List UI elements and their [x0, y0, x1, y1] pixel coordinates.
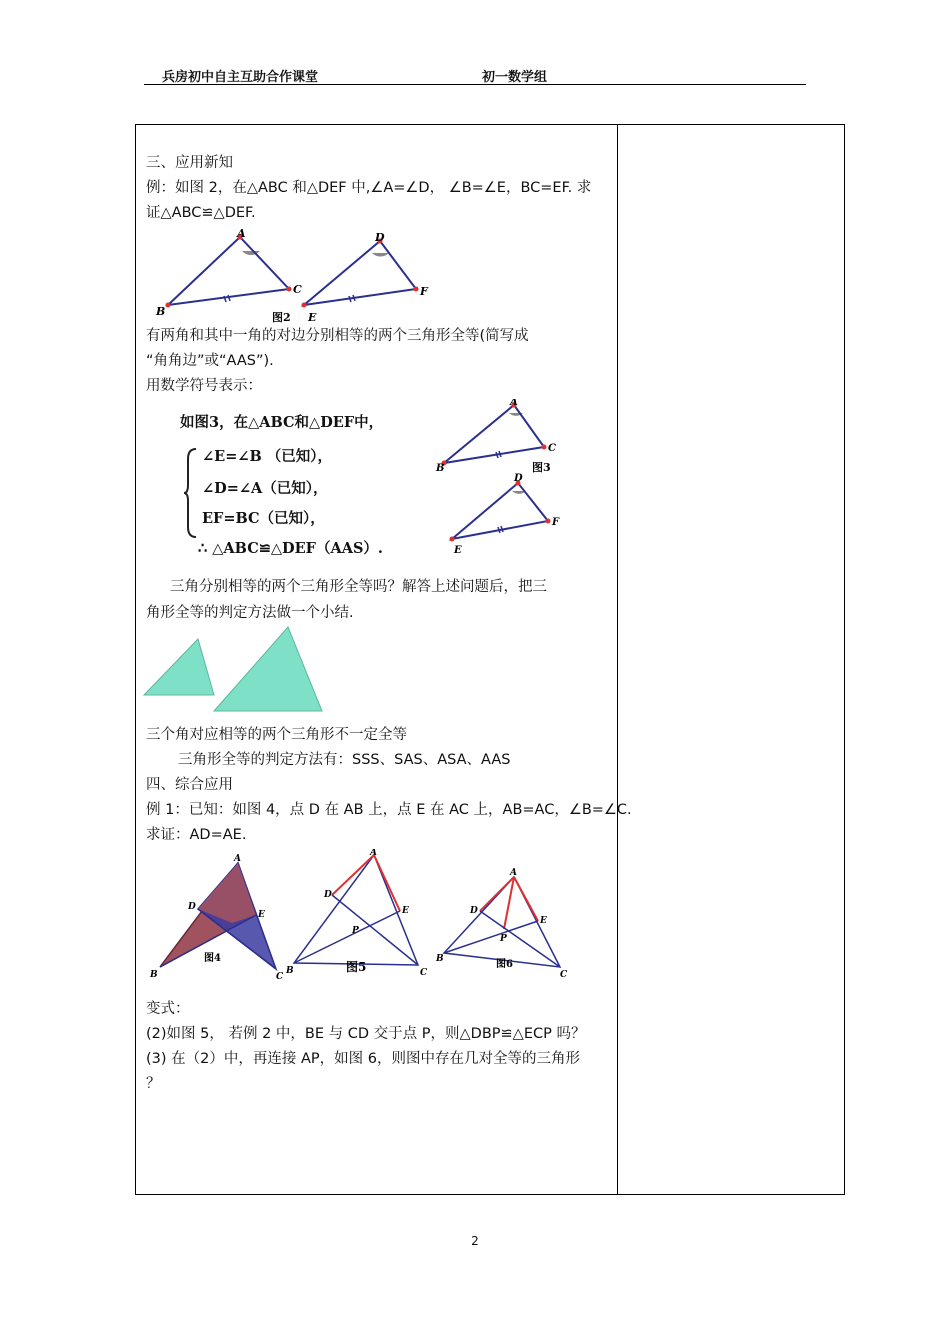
triangle-abc: [168, 237, 289, 305]
school-title: 兵房初中自主互助合作课堂: [162, 70, 319, 85]
fig5-label-c: C: [420, 968, 428, 978]
fig4-label-c: C: [276, 972, 284, 979]
label-d: D: [375, 231, 385, 244]
proof-line3: EF=BC（已知），: [202, 510, 325, 527]
fig5-label-e: E: [402, 906, 409, 916]
large-triangle: [214, 627, 322, 711]
fig6-label-d: D: [470, 906, 478, 916]
proof-line1: ∠E=∠B （已知），: [202, 448, 333, 465]
fig3-label-f: F: [552, 517, 560, 528]
figure-2: [146, 229, 436, 325]
figure-3: [432, 399, 572, 559]
label-e: E: [308, 311, 317, 324]
fig4-label-a: A: [234, 854, 241, 864]
fig4-label-d: D: [188, 902, 196, 912]
similar-triangles: [142, 625, 342, 715]
label-f: F: [420, 285, 428, 298]
figures-4-5-6: [142, 849, 602, 979]
fig6-label-p: P: [500, 934, 507, 944]
variant-3-line1: (3) 在（2）中，再连接 AP，如图 6，则图中存在几对全等的三角形: [146, 1051, 580, 1067]
proof-block: [180, 407, 470, 557]
fig3-label-d: D: [514, 473, 523, 484]
label-c: C: [293, 283, 302, 296]
example-line1: 例：如图 2，在△ABC 和△DEF 中,∠A=∠D， ∠B=∠E，BC=EF. 求: [146, 180, 592, 196]
triangle-def: [304, 241, 416, 305]
fig6-label-b: B: [436, 954, 444, 964]
label-b: B: [156, 305, 166, 318]
group-title: 初一数学组: [482, 70, 548, 85]
question-line1: 三角分别相等的两个三角形全等吗？解答上述问题后，把三: [170, 579, 547, 595]
triangle-abc-3: [444, 405, 544, 463]
fig5-label-d: D: [324, 890, 332, 900]
fig4-label: 图4: [204, 953, 221, 964]
column-divider: [617, 125, 618, 1194]
fig6-label-e: E: [540, 916, 547, 926]
proof-intro: 如图3，在△ABC和△DEF中，: [180, 414, 384, 431]
page-number: 2: [471, 1234, 479, 1248]
question-line2: 角形全等的判定方法做一个小结.: [146, 605, 354, 621]
fig6-label-a: A: [510, 868, 517, 878]
fig3-label-c: C: [548, 443, 556, 454]
fig2-label: 图2: [272, 311, 291, 324]
symbol-intro: 用数学符号表示：: [146, 378, 262, 394]
fig3-label: 图3: [532, 461, 551, 474]
example-line2: 证△ABC≌△DEF.: [146, 205, 256, 221]
lesson-table: [135, 124, 845, 1195]
section4-title: 四、综合应用: [146, 777, 233, 793]
proof-brace: [184, 447, 198, 539]
fig4-label-b: B: [150, 970, 158, 979]
label-a: A: [237, 229, 246, 240]
fig3-label-e: E: [454, 545, 462, 556]
fig6-label-c: C: [560, 970, 568, 979]
section3-title: 三、应用新知: [146, 155, 233, 171]
fig5-label-p: P: [352, 926, 359, 936]
variant-2: (2)如图 5， 若例 2 中，BE 与 CD 交于点 P，则△DBP≌△ECP 吗？: [146, 1026, 586, 1042]
answer-text: 三个角对应相等的两个三角形不一定全等: [146, 727, 407, 743]
rule-line1: 有两角和其中一角的对边分别相等的两个三角形全等(简写成: [146, 328, 529, 344]
ex1-line1: 例 1：已知：如图 4，点 D 在 AB 上，点 E 在 AC 上，AB=AC，∠B=∠C.: [146, 802, 632, 818]
fig5-label-b: B: [286, 966, 294, 976]
small-triangle: [144, 639, 214, 695]
variant-title: 变式：: [146, 1001, 190, 1017]
fig4-label-e: E: [258, 910, 265, 920]
methods-text: 三角形全等的判定方法有：SSS、SAS、ASA、AAS: [178, 752, 511, 768]
ex1-line2: 求证：AD=AE.: [146, 827, 247, 843]
page-header: [144, 66, 806, 85]
rule-line2: “角角边”或“AAS”).: [146, 353, 274, 369]
fig3-label-b: B: [436, 463, 445, 474]
variant-3-line2: ？: [146, 1076, 161, 1092]
fig3-label-a: A: [510, 399, 518, 408]
triangle-def-3: [452, 483, 548, 539]
fig5-label: 图5: [346, 960, 367, 974]
proof-line2: ∠D=∠A（已知），: [202, 480, 328, 497]
fig5-label-a: A: [370, 849, 377, 858]
proof-conclusion: ∴ △ABC≌△DEF（AAS）.: [198, 540, 383, 557]
fig6-label: 图6: [496, 959, 513, 970]
